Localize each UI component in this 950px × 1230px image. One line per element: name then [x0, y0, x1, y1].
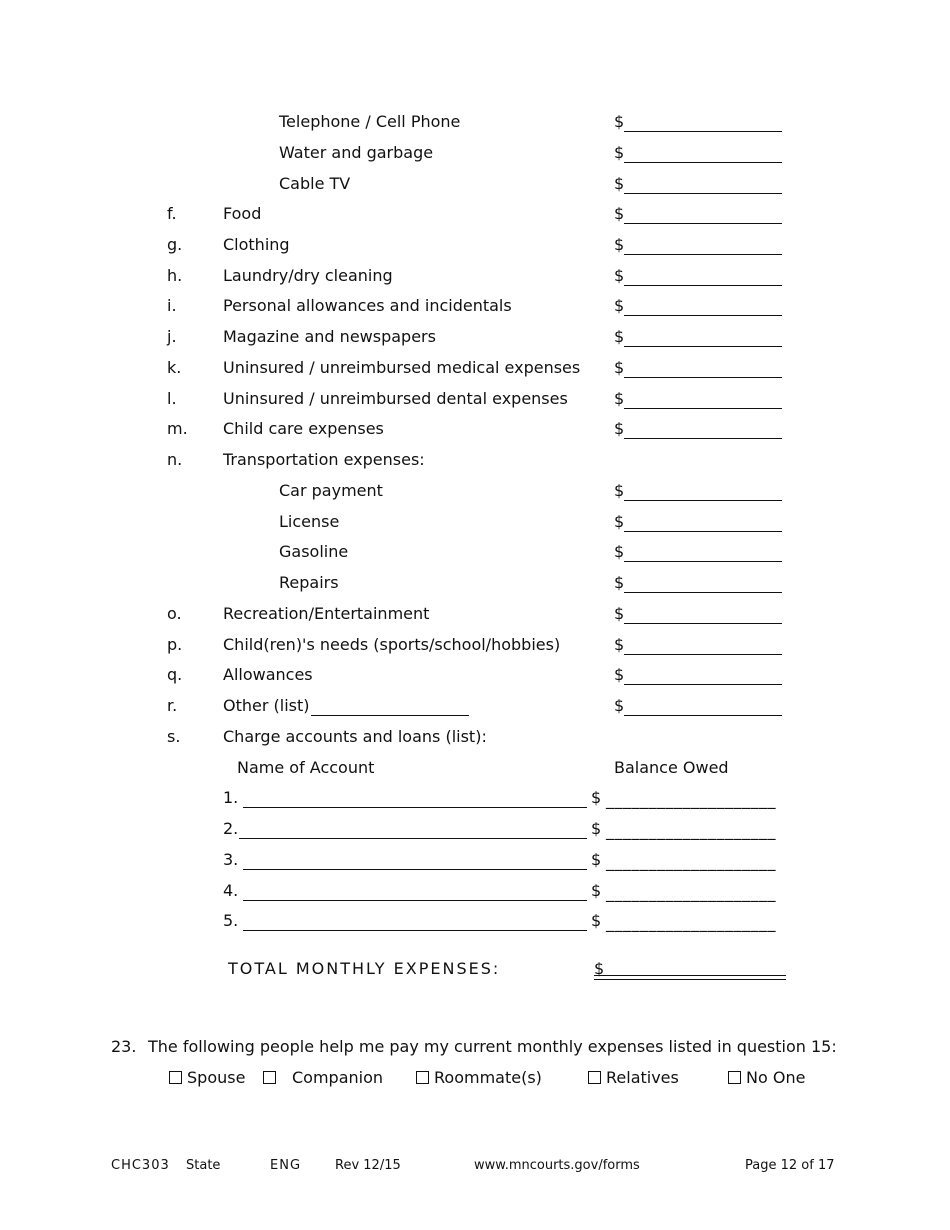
dollar-sign: $ — [591, 850, 602, 869]
expense-label: Car payment — [279, 481, 383, 500]
charge-accounts-label: Charge accounts and loans (list): — [223, 727, 487, 746]
dollar-sign: $ — [591, 788, 602, 807]
option-roommates[interactable] — [416, 1068, 542, 1088]
item-letter: j. — [167, 327, 177, 346]
expense-label: Child care expenses — [223, 419, 384, 438]
expense-label: Personal allowances and incidentals — [223, 296, 512, 315]
row-number: 5. — [223, 911, 239, 930]
dollar-sign: $ — [614, 327, 625, 346]
option-relatives[interactable] — [588, 1068, 679, 1088]
row-number: 1. — [223, 788, 239, 807]
expense-label: License — [279, 512, 340, 531]
footer-revision: Rev 12/15 — [335, 1158, 401, 1173]
row-number: 2. — [223, 819, 239, 838]
total-amount-field[interactable] — [594, 975, 786, 980]
amount-field-magazine[interactable] — [624, 346, 782, 347]
item-letter: p. — [167, 635, 183, 654]
account-name-field[interactable] — [243, 869, 587, 870]
amount-field-food[interactable] — [624, 223, 782, 224]
balance-owed-field[interactable]: ____________________ — [606, 883, 776, 902]
account-name-field[interactable] — [243, 930, 587, 931]
expense-label: Laundry/dry cleaning — [223, 266, 393, 285]
item-letter: k. — [167, 358, 182, 377]
dollar-sign: $ — [591, 819, 602, 838]
checkbox[interactable] — [588, 1071, 601, 1084]
amount-field-dental[interactable] — [624, 408, 782, 409]
dollar-sign: $ — [614, 235, 625, 254]
option-label: No One — [746, 1068, 806, 1087]
page-number: Page 12 of 17 — [745, 1158, 835, 1173]
checkbox[interactable] — [728, 1071, 741, 1084]
amount-field-telephone[interactable] — [624, 131, 782, 132]
checkbox[interactable] — [263, 1071, 276, 1084]
dollar-sign: $ — [614, 419, 625, 438]
dollar-sign: $ — [614, 573, 625, 592]
expense-label: Magazine and newspapers — [223, 327, 436, 346]
amount-field-clothing[interactable] — [624, 254, 782, 255]
dollar-sign: $ — [594, 959, 605, 978]
expense-label: Transportation expenses: — [223, 450, 425, 469]
dollar-sign: $ — [614, 358, 625, 377]
form-code: CHC303 — [111, 1158, 170, 1173]
item-letter: i. — [167, 296, 177, 315]
dollar-sign: $ — [614, 143, 625, 162]
account-name-field[interactable] — [243, 900, 587, 901]
amount-field-children-needs[interactable] — [624, 654, 782, 655]
dollar-sign: $ — [614, 204, 625, 223]
footer-language: ENG — [270, 1158, 302, 1173]
expense-label: Other (list) — [223, 696, 310, 715]
amount-field-recreation[interactable] — [624, 623, 782, 624]
option-label: Relatives — [606, 1068, 679, 1087]
amount-field-allowances[interactable] — [624, 684, 782, 685]
dollar-sign: $ — [614, 635, 625, 654]
amount-field-water[interactable] — [624, 162, 782, 163]
amount-field-medical[interactable] — [624, 377, 782, 378]
dollar-sign: $ — [591, 911, 602, 930]
expense-label: Recreation/Entertainment — [223, 604, 430, 623]
dollar-sign: $ — [614, 266, 625, 285]
dollar-sign: $ — [614, 542, 625, 561]
dollar-sign: $ — [614, 174, 625, 193]
amount-field-other[interactable] — [624, 715, 782, 716]
dollar-sign: $ — [614, 296, 625, 315]
amount-field-license[interactable] — [624, 531, 782, 532]
item-letter: r. — [167, 696, 178, 715]
footer-url[interactable]: www.mncourts.gov/forms — [474, 1158, 640, 1173]
dollar-sign: $ — [614, 696, 625, 715]
balance-owed-field[interactable]: ____________________ — [606, 821, 776, 840]
dollar-sign: $ — [614, 604, 625, 623]
dollar-sign: $ — [614, 481, 625, 500]
item-letter: h. — [167, 266, 183, 285]
checkbox[interactable] — [169, 1071, 182, 1084]
balance-owed-field[interactable]: ____________________ — [606, 852, 776, 871]
dollar-sign: $ — [614, 665, 625, 684]
dollar-sign: $ — [614, 112, 625, 131]
balance-owed-field[interactable]: ____________________ — [606, 913, 776, 932]
item-letter: s. — [167, 727, 181, 746]
amount-field-cable[interactable] — [624, 193, 782, 194]
amount-field-car-payment[interactable] — [624, 500, 782, 501]
item-letter: n. — [167, 450, 183, 469]
expense-label: Allowances — [223, 665, 313, 684]
expense-label: Uninsured / unreimbursed dental expenses — [223, 389, 568, 408]
item-letter: g. — [167, 235, 183, 254]
footer-state: State — [186, 1158, 221, 1173]
option-companion[interactable] — [263, 1068, 383, 1088]
total-label: TOTAL MONTHLY EXPENSES: — [228, 959, 501, 978]
option-label: Roommate(s) — [434, 1068, 542, 1087]
item-letter: q. — [167, 665, 183, 684]
dollar-sign: $ — [614, 389, 625, 408]
dollar-sign: $ — [591, 881, 602, 900]
item-letter: l. — [167, 389, 177, 408]
expense-label: Clothing — [223, 235, 290, 254]
expense-label: Repairs — [279, 573, 339, 592]
option-label: Companion — [292, 1068, 384, 1087]
amount-field-gasoline[interactable] — [624, 561, 782, 562]
expense-label: Food — [223, 204, 262, 223]
item-letter: f. — [167, 204, 177, 223]
option-spouse[interactable] — [169, 1068, 245, 1088]
expense-label: Cable TV — [279, 174, 351, 193]
expense-label: Telephone / Cell Phone — [279, 112, 461, 131]
other-description-field[interactable] — [311, 715, 469, 716]
column-header-account-name: Name of Account — [237, 758, 375, 777]
balance-owed-field[interactable]: ____________________ — [606, 790, 776, 809]
checkbox[interactable] — [416, 1071, 429, 1084]
amount-field-repairs[interactable] — [624, 592, 782, 593]
expense-label: Water and garbage — [279, 143, 434, 162]
option-label: Spouse — [187, 1068, 246, 1087]
row-number: 3. — [223, 850, 239, 869]
item-letter: m. — [167, 419, 188, 438]
account-name-field[interactable] — [243, 807, 587, 808]
question-text: The following people help me pay my current monthly expenses listed in question 15: — [148, 1037, 837, 1056]
amount-field-childcare[interactable] — [624, 438, 782, 439]
item-letter: o. — [167, 604, 182, 623]
expense-label: Child(ren)'s needs (sports/school/hobbies) — [223, 635, 561, 654]
account-name-field[interactable] — [239, 838, 587, 839]
amount-field-laundry[interactable] — [624, 285, 782, 286]
row-number: 4. — [223, 881, 239, 900]
expense-label: Gasoline — [279, 542, 349, 561]
expense-label: Uninsured / unreimbursed medical expenses — [223, 358, 581, 377]
amount-field-personal[interactable] — [624, 315, 782, 316]
dollar-sign: $ — [614, 512, 625, 531]
question-number: 23. — [111, 1037, 137, 1056]
column-header-balance-owed: Balance Owed — [614, 758, 729, 777]
option-no-one[interactable] — [728, 1068, 805, 1088]
